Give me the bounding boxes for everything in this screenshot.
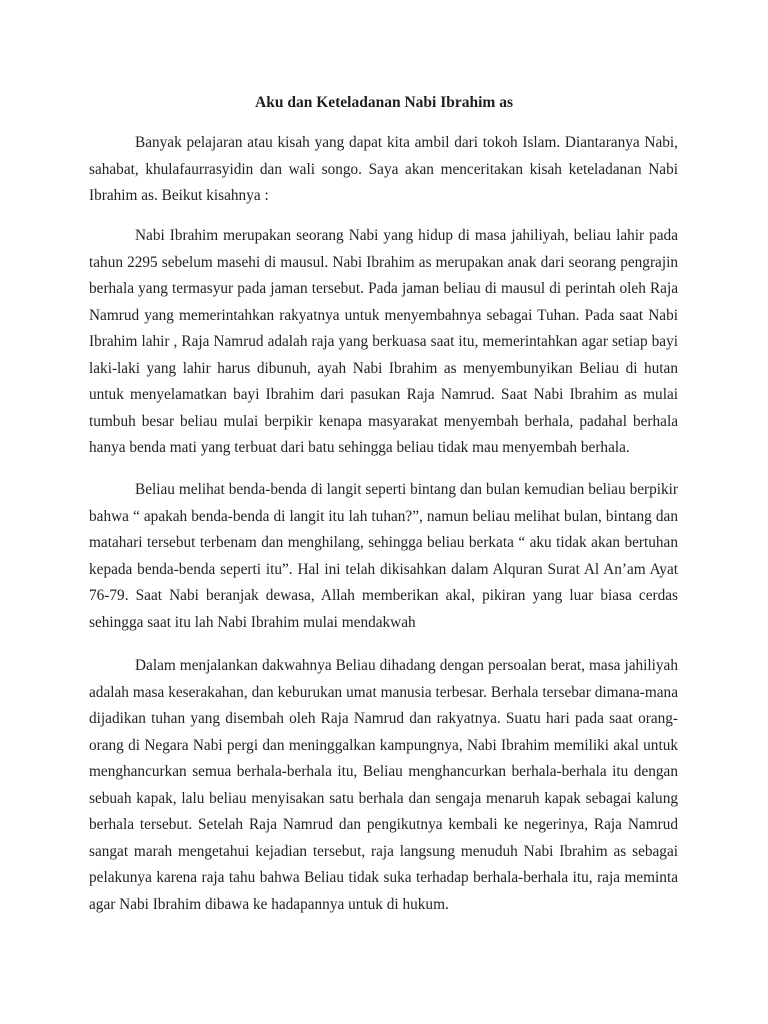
paragraph-dakwah: Dalam menjalankan dakwahnya Beliau dihadang dengan persoalan berat, masa jahiliyah adalah masa keserakahan, dan keburukan umat manusia terbesar. Berhala tersebar dimana-mana dijadikan tuhan yang disembah oleh Raja Namrud dan rakyatnya. Suatu hari pada saat orang-orang di Negara Nabi pergi dan meninggalkan kampungnya, Nabi Ibrahim memiliki akal untuk menghancurkan semua berhala-berhala itu, Beliau menghancurkan berhala-berhala itu dengan sebuah kapak, lalu beliau menyisakan satu berhala dan sengaja menaruh kapak sebagai kalung berhala tersebut. Setelah Raja Namrud dan pengikutnya kembali ke negerinya, Raja Namrud sangat marah mengetahui kejadian tersebut, raja langsung menuduh Nabi Ibrahim as sebagai pelakunya karena raja tahu bahwa Beliau tidak suka terhadap berhala-berhala itu, raja meminta agar Nabi Ibrahim dibawa ke hadapannya untuk di hukum. <box>89 657 678 913</box>
paragraph-intro: Banyak pelajaran atau kisah yang dapat kita ambil dari tokoh Islam. Diantaranya Nabi, sahabat, khulafaurrasyidin dan wali songo. Saya akan menceritakan kisah keteladanan Nabi Ibrahim as. Beikut kisahnya : <box>89 134 678 204</box>
paragraph-contemplation: Beliau melihat benda-benda di langit seperti bintang dan bulan kemudian beliau berpikir bahwa “ apakah benda-benda di langit itu lah tuhan?”, namun beliau melihat bulan, bintang dan matahari tersebut terbenam dan menghilang, sehingga beliau berkata “ aku tidak akan bertuhan kepada benda-benda seperti itu”. Hal ini telah dikisahkan dalam Alquran Surat Al An’am Ayat 76-79. Saat Nabi beranjak dewasa, Allah memberikan akal, pikiran yang luar biasa cerdas sehingga saat itu lah Nabi Ibrahim mulai mendakwah <box>89 481 678 631</box>
paragraph-birth: Nabi Ibrahim merupakan seorang Nabi yang hidup di masa jahiliyah, beliau lahir pada tahun 2295 sebelum masehi di mausul. Nabi Ibrahim as merupakan anak dari seorang pengrajin berhala yang termasyur pada jaman tersebut. Pada jaman beliau di mausul di perintah oleh Raja Namrud yang memerintahkan rakyatnya untuk menyembahnya sebagai Tuhan. Pada saat Nabi Ibrahim lahir , Raja Namrud adalah raja yang berkuasa saat itu, memerintahkan agar setiap bayi laki-laki yang lahir harus dibunuh, ayah Nabi Ibrahim as menyembunyikan Beliau di hutan untuk menyelamatkan bayi Ibrahim dari pasukan Raja Namrud. Saat Nabi Ibrahim as mulai tumbuh besar beliau mulai berpikir kenapa masyarakat menyembah berhala, padahal berhala hanya benda mati yang terbuat dari batu sehingga beliau tidak mau menyembah berhala. <box>89 227 678 456</box>
document-title: Aku dan Keteladanan Nabi Ibrahim as <box>255 94 513 111</box>
